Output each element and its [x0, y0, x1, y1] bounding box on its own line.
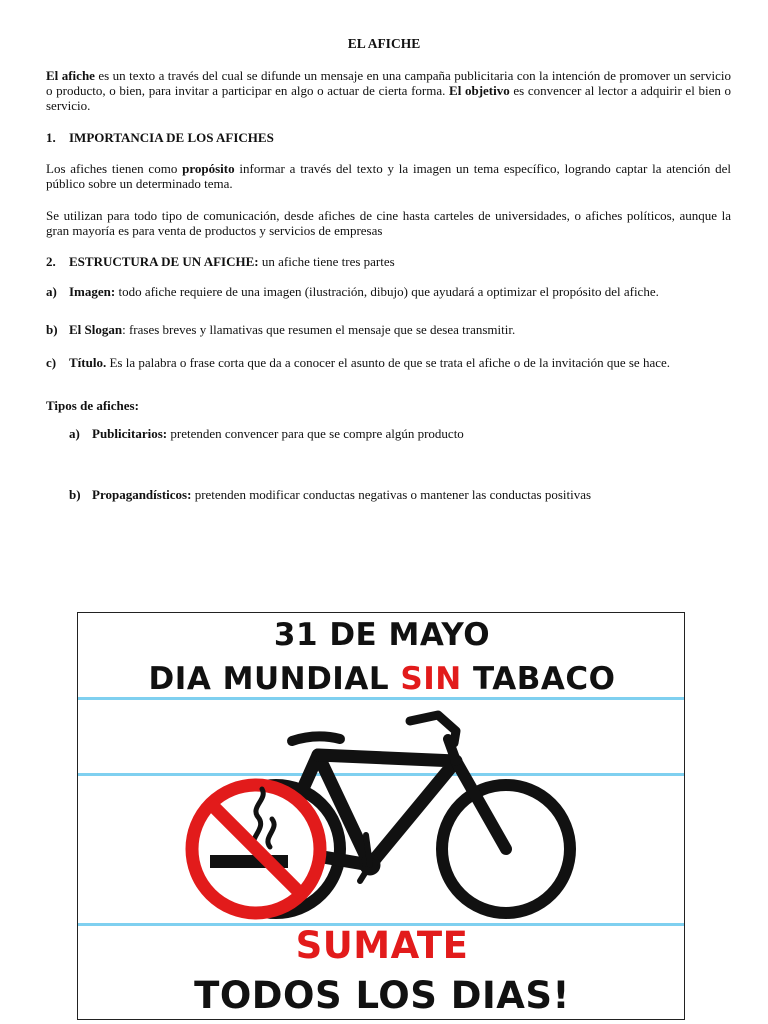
section2-heading: [46, 254, 731, 269]
item-label: c): [46, 355, 57, 370]
item-text: Es la palabra o frase corta que da a conocer el asunto de que se trata el afiche o de la invitación que se hace.: [106, 355, 671, 370]
intro-paragraph: [46, 68, 731, 113]
proposito-term: propósito: [182, 161, 235, 176]
section1-para1-text-a: Los afiches tienen como: [46, 161, 183, 176]
section1-paragraph-1: [46, 161, 731, 191]
item-label: b): [69, 487, 81, 502]
poster-slogan-todos-los-dias: TODOS LOS DIAS!: [194, 974, 570, 1017]
item-label: a): [46, 284, 57, 299]
intro-term: El afiche: [46, 68, 95, 83]
section1-number: 1.: [46, 130, 56, 145]
section2-title-rest: un afiche tiene tres partes: [258, 254, 395, 269]
poster-headline-b: TABACO: [461, 661, 616, 697]
no-smoking-icon: [192, 785, 320, 913]
intro-text-2: es convencer al lector a adquirir el bien o servicio.: [46, 83, 731, 113]
item-text: pretenden convencer para que se compre algún producto: [167, 426, 464, 441]
item-text: pretenden modificar conductas negativas o mantener las conductas positivas: [191, 487, 592, 502]
item-text: todo afiche requiere de una imagen (ilustración, dibujo) que ayudará a optimizar el propósito del afiche.: [115, 284, 659, 299]
intro-text-1: es un texto a través del cual se difunde un mensaje en una campaña publicitaria con la intención de promover un servicio o producto, o bien, para invitar a participar en algo o actuar de cierta forma.: [46, 68, 732, 98]
structure-item-image: [46, 284, 731, 299]
poster-headline-a: DIA MUNDIAL: [148, 661, 401, 697]
poster-date: 31 DE MAYO: [273, 617, 491, 653]
item-label: a): [69, 426, 80, 441]
structure-item-title: [46, 355, 731, 370]
item-text: : frases breves y llamativas que resumen el mensaje que se desea transmitir.: [122, 322, 516, 337]
item-term: Imagen:: [69, 284, 116, 299]
section1-title: IMPORTANCIA DE LOS AFICHES: [69, 130, 274, 145]
poster-headline-highlight: SIN: [400, 661, 462, 697]
item-term: Propagandísticos:: [92, 487, 192, 502]
section1-paragraph-2: Se utilizan para todo tipo de comunicación, desde afiches de cine hasta carteles de universidades, o afiches políticos, aunque la gran mayoría es para venta de productos y servicios de empresas: [46, 208, 731, 238]
item-term: El Slogan: [69, 322, 123, 337]
section2-title: ESTRUCTURA DE UN AFICHE:: [69, 254, 259, 269]
poster-slogan-sumate: SUMATE: [295, 924, 469, 967]
anti-tobacco-poster: [77, 612, 685, 1020]
page-title: EL AFICHE: [347, 36, 421, 51]
item-term: Título.: [69, 355, 107, 370]
item-term: Publicitarios:: [92, 426, 168, 441]
objective-label: El objetivo: [449, 83, 510, 98]
section1-heading: [46, 130, 731, 145]
structure-item-slogan: [46, 322, 731, 337]
section1-para1-text-b: informar a través del texto y la imagen un tema específico, logrando captar la atención del público sobre un determinado tema.: [46, 161, 731, 191]
types-heading: Tipos de afiches:: [46, 398, 139, 413]
type-item-propagandisticos: [69, 487, 729, 502]
type-item-publicitarios: [69, 426, 729, 441]
item-label: b): [46, 322, 58, 337]
section2-number: 2.: [46, 254, 56, 269]
